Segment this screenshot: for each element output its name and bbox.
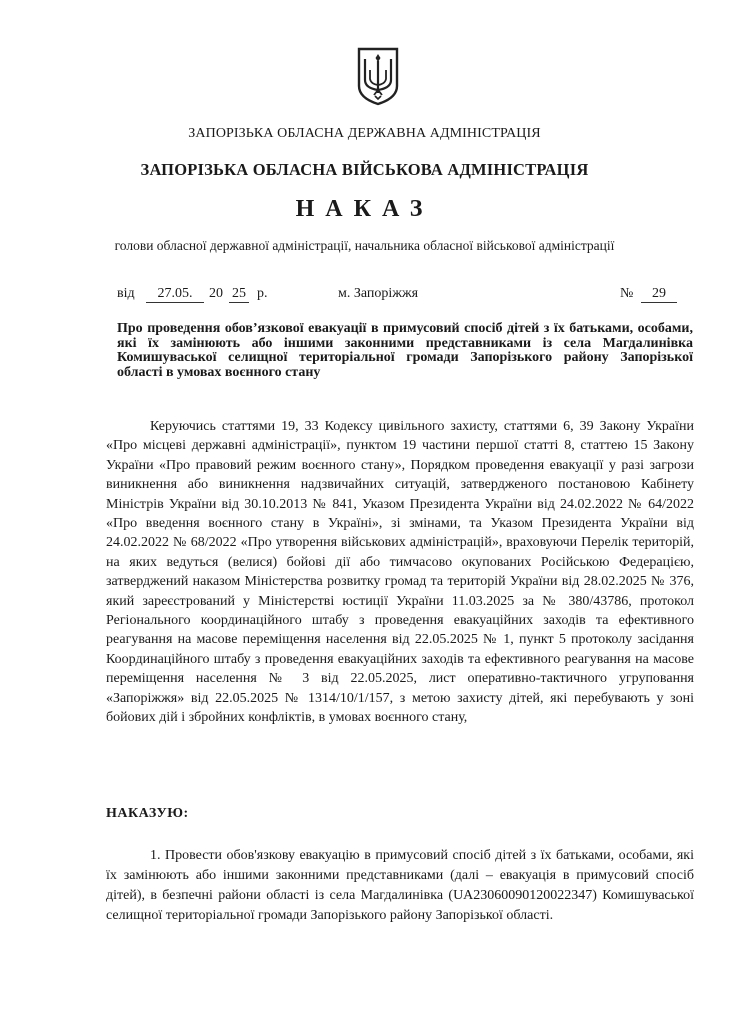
order-number: 29 — [641, 286, 677, 303]
trident-emblem-icon — [356, 46, 400, 106]
order-item-1: 1. Провести обов'язкову евакуацію в примусовий спосіб дітей з їх батьками, особами, які їх замінюють або іншими законними представниками (далі – евакуація в примусовий спосіб дітей), в безпечні райони області із села Магдалинівка (UA23060090120022347) Комишуваської селищної територіальної громади Запорізького району Запорізької області. — [106, 848, 694, 923]
order-year-suffix: 25 — [229, 286, 249, 303]
dateline — [0, 286, 729, 308]
document-type-title: НАКАЗ — [295, 196, 434, 222]
order-number-label: № — [620, 286, 634, 301]
military-administration-name: ЗАПОРІЗЬКА ОБЛАСНА ВІЙСЬКОВА АДМІНІСТРАЦІЯ — [140, 160, 589, 179]
order-date: 27.05. — [146, 286, 204, 303]
order-year-prefix: 20 — [209, 286, 223, 301]
order-word: НАКАЗУЮ: — [106, 806, 189, 821]
date-from-label: від — [117, 286, 135, 301]
issue-city: м. Запоріжжя — [338, 286, 419, 301]
preamble-paragraph: Керуючись статтями 19, 33 Кодексу цивільного захисту, статтями 6, 39 Закону України «Про місцеві державні адміністрації», пунктом 19 частини першої статті 8, статтею 15 Закону України «Про правовий режим воєнного стану», Порядком проведення евакуації у разі загрози виникнення або виникнення надзвичайних ситуацій, затвердженого постановою Кабінету Міністрів України від 30.10.2013 № 841, Указом Президента України від 24.02.2022 № 64/2022 «Про введення воєнного стану в Україні», зі змінами, та Указом Президента України від 24.02.2022 № 68/2022 «Про утворення військових адміністрацій», враховуючи Перелік територій, на яких ведуться (велися) бойові дії або тимчасово окупованих Російською Федерацією, затверджений наказом Міністерства розвитку громад та територій України від 28.02.2025 № 376, який зареєстрований у Міністерстві юстиції України 11.03.2025 за № 380/43786, протокол Регіонального координаційного штабу з проведення евакуаційних заходів та ефективного реагування на масове переміщення населення від 22.05.2025 № 1, пункт 5 протоколу засідання Координаційного штабу з проведення евакуаційних заходів та ефективного реагування на масове переміщення населення № 3 від 22.05.2025, лист оперативно-тактичного угруповання «Запоріжжя» від 22.05.2025 № 1314/10/1/157, з метою захисту дітей, які перебувають у зоні бойових дій і збройних конфліктів, в умовах воєнного стану, — [106, 419, 694, 726]
order-heading: Про проведення обов’язкової евакуації в примусовий спосіб дітей з їх батьками, особами, які їх замінюють або іншими законними представниками із села Магдалинівка Комишуваської селищної територіальної громади Запорізького району Запорізької області в умовах воєнного стану — [117, 321, 693, 380]
document-subtitle: голови обласної державної адміністрації, начальника обласної військової адміністрації — [114, 238, 615, 253]
agency-name: ЗАПОРІЗЬКА ОБЛАСНА ДЕРЖАВНА АДМІНІСТРАЦІЯ — [188, 126, 541, 141]
year-word: р. — [257, 286, 268, 301]
